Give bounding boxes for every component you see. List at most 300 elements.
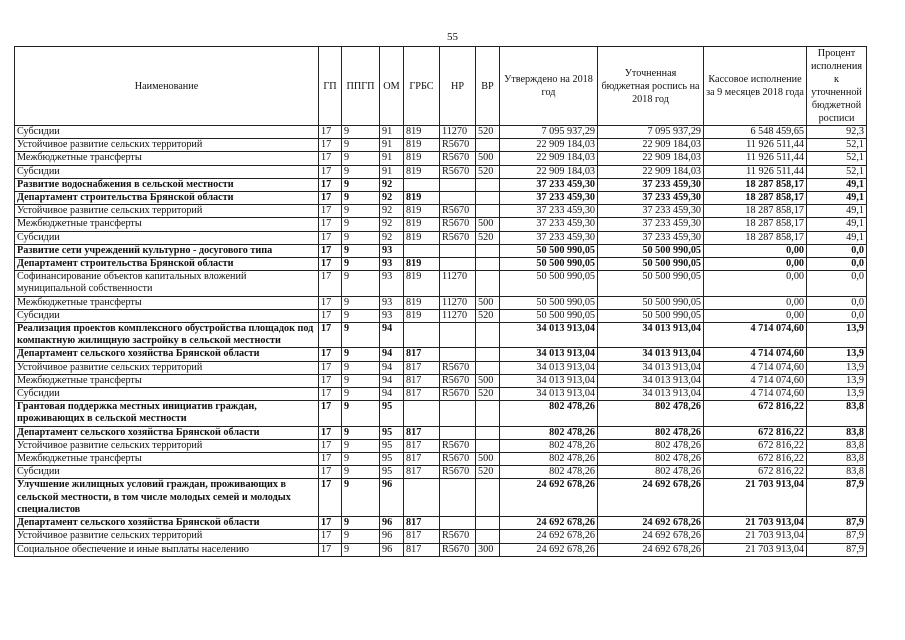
cell-cash: 0,00 <box>704 258 807 271</box>
cell-name: Субсидии <box>15 309 319 322</box>
cell-nr <box>440 401 476 426</box>
table-row <box>15 178 867 191</box>
cell-name: Межбюджетные трансферты <box>15 296 319 309</box>
table-row <box>15 323 867 348</box>
cell-approved: 24 692 678,26 <box>500 517 598 530</box>
cell-approved: 37 233 459,30 <box>500 218 598 231</box>
cell-ppgp: 9 <box>342 530 380 543</box>
cell-refined: 50 500 990,05 <box>598 296 704 309</box>
cell-om: 93 <box>380 296 404 309</box>
cell-nr <box>440 178 476 191</box>
cell-approved: 34 013 913,04 <box>500 323 598 348</box>
cell-ppgp: 9 <box>342 192 380 205</box>
cell-ppgp: 9 <box>342 309 380 322</box>
cell-name: Устойчивое развитие сельских территорий <box>15 205 319 218</box>
header-refined: Уточненная бюджетная роспись на 2018 год <box>598 47 704 126</box>
cell-om: 96 <box>380 543 404 556</box>
header-cash: Кассовое исполнение за 9 месяцев 2018 года <box>704 47 807 126</box>
cell-name: Софинансирование объектов капитальных вложений муниципальной собственности <box>15 271 319 296</box>
cell-gp: 17 <box>319 401 342 426</box>
cell-om: 91 <box>380 126 404 139</box>
cell-nr: R5670 <box>440 439 476 452</box>
table-row <box>15 139 867 152</box>
cell-refined: 802 478,26 <box>598 466 704 479</box>
cell-cash: 0,00 <box>704 296 807 309</box>
cell-approved: 22 909 184,03 <box>500 152 598 165</box>
table-row <box>15 165 867 178</box>
cell-nr: 11270 <box>440 126 476 139</box>
cell-gp: 17 <box>319 530 342 543</box>
cell-cash: 18 287 858,17 <box>704 231 807 244</box>
cell-percent: 49,1 <box>807 218 867 231</box>
cell-ppgp: 9 <box>342 165 380 178</box>
cell-approved: 7 095 937,29 <box>500 126 598 139</box>
cell-percent: 0,0 <box>807 244 867 257</box>
cell-name: Департамент сельского хозяйства Брянской области <box>15 348 319 361</box>
cell-cash: 672 816,22 <box>704 453 807 466</box>
cell-grbs: 817 <box>404 517 440 530</box>
cell-percent: 83,8 <box>807 453 867 466</box>
cell-approved: 24 692 678,26 <box>500 479 598 517</box>
cell-ppgp: 9 <box>342 517 380 530</box>
cell-om: 93 <box>380 309 404 322</box>
cell-refined: 22 909 184,03 <box>598 165 704 178</box>
cell-vr: 500 <box>476 296 500 309</box>
cell-grbs: 819 <box>404 271 440 296</box>
cell-vr: 500 <box>476 453 500 466</box>
cell-gp: 17 <box>319 244 342 257</box>
cell-om: 95 <box>380 453 404 466</box>
cell-nr: R5670 <box>440 139 476 152</box>
cell-om: 91 <box>380 139 404 152</box>
cell-grbs: 817 <box>404 466 440 479</box>
cell-name: Развитие водоснабжения в сельской местности <box>15 178 319 191</box>
cell-om: 94 <box>380 323 404 348</box>
table-row <box>15 401 867 426</box>
cell-refined: 50 500 990,05 <box>598 309 704 322</box>
cell-grbs: 817 <box>404 530 440 543</box>
cell-gp: 17 <box>319 152 342 165</box>
cell-gp: 17 <box>319 165 342 178</box>
cell-approved: 50 500 990,05 <box>500 244 598 257</box>
cell-ppgp: 9 <box>342 439 380 452</box>
cell-cash: 0,00 <box>704 309 807 322</box>
cell-cash: 11 926 511,44 <box>704 165 807 178</box>
cell-percent: 52,1 <box>807 165 867 178</box>
cell-ppgp: 9 <box>342 152 380 165</box>
cell-grbs: 817 <box>404 453 440 466</box>
cell-percent: 49,1 <box>807 205 867 218</box>
cell-grbs: 817 <box>404 388 440 401</box>
cell-percent: 13,9 <box>807 361 867 374</box>
table-row <box>15 517 867 530</box>
cell-percent: 87,9 <box>807 517 867 530</box>
cell-refined: 34 013 913,04 <box>598 361 704 374</box>
cell-cash: 672 816,22 <box>704 426 807 439</box>
cell-om: 92 <box>380 192 404 205</box>
cell-om: 94 <box>380 374 404 387</box>
cell-nr: R5670 <box>440 361 476 374</box>
cell-refined: 37 233 459,30 <box>598 192 704 205</box>
cell-name: Субсидии <box>15 165 319 178</box>
cell-ppgp: 9 <box>342 453 380 466</box>
cell-vr <box>476 517 500 530</box>
cell-gp: 17 <box>319 192 342 205</box>
cell-vr: 500 <box>476 218 500 231</box>
table-header-row <box>15 47 867 126</box>
cell-ppgp: 9 <box>342 271 380 296</box>
cell-refined: 24 692 678,26 <box>598 479 704 517</box>
header-ppgp: ППГП <box>342 47 380 126</box>
cell-vr <box>476 258 500 271</box>
header-nr: НР <box>440 47 476 126</box>
cell-grbs: 817 <box>404 374 440 387</box>
cell-ppgp: 9 <box>342 323 380 348</box>
cell-grbs <box>404 178 440 191</box>
cell-percent: 92,3 <box>807 126 867 139</box>
table-row <box>15 374 867 387</box>
cell-name: Социальное обеспечение и иные выплаты населению <box>15 543 319 556</box>
cell-vr: 520 <box>476 231 500 244</box>
cell-om: 94 <box>380 348 404 361</box>
cell-name: Субсидии <box>15 388 319 401</box>
cell-refined: 37 233 459,30 <box>598 218 704 231</box>
cell-om: 92 <box>380 205 404 218</box>
cell-cash: 18 287 858,17 <box>704 192 807 205</box>
cell-refined: 24 692 678,26 <box>598 530 704 543</box>
cell-grbs <box>404 401 440 426</box>
cell-nr: R5670 <box>440 152 476 165</box>
cell-refined: 50 500 990,05 <box>598 258 704 271</box>
cell-nr <box>440 348 476 361</box>
cell-cash: 672 816,22 <box>704 466 807 479</box>
cell-grbs: 819 <box>404 218 440 231</box>
cell-percent: 83,8 <box>807 426 867 439</box>
cell-refined: 802 478,26 <box>598 453 704 466</box>
cell-grbs: 817 <box>404 543 440 556</box>
cell-refined: 50 500 990,05 <box>598 271 704 296</box>
cell-refined: 34 013 913,04 <box>598 388 704 401</box>
cell-gp: 17 <box>319 426 342 439</box>
cell-refined: 802 478,26 <box>598 439 704 452</box>
cell-approved: 37 233 459,30 <box>500 178 598 191</box>
cell-cash: 21 703 913,04 <box>704 543 807 556</box>
cell-approved: 37 233 459,30 <box>500 231 598 244</box>
table-row <box>15 271 867 296</box>
cell-nr <box>440 323 476 348</box>
cell-name: Департамент строительства Брянской области <box>15 192 319 205</box>
cell-grbs: 819 <box>404 152 440 165</box>
cell-nr <box>440 517 476 530</box>
cell-ppgp: 9 <box>342 178 380 191</box>
cell-refined: 34 013 913,04 <box>598 348 704 361</box>
table-row <box>15 152 867 165</box>
cell-cash: 4 714 074,60 <box>704 388 807 401</box>
cell-ppgp: 9 <box>342 139 380 152</box>
cell-approved: 22 909 184,03 <box>500 139 598 152</box>
cell-percent: 0,0 <box>807 271 867 296</box>
cell-cash: 18 287 858,17 <box>704 218 807 231</box>
cell-ppgp: 9 <box>342 258 380 271</box>
table-row <box>15 244 867 257</box>
cell-ppgp: 9 <box>342 479 380 517</box>
table-row <box>15 296 867 309</box>
cell-name: Улучшение жилищных условий граждан, проживающих в сельской местности, в том числе молодых семей и молодых специалистов <box>15 479 319 517</box>
cell-name: Департамент сельского хозяйства Брянской области <box>15 426 319 439</box>
cell-vr <box>476 139 500 152</box>
cell-refined: 37 233 459,30 <box>598 178 704 191</box>
cell-nr: 11270 <box>440 296 476 309</box>
cell-nr: 11270 <box>440 271 476 296</box>
cell-vr <box>476 348 500 361</box>
table-body <box>15 126 867 557</box>
cell-name: Устойчивое развитие сельских территорий <box>15 361 319 374</box>
cell-name: Устойчивое развитие сельских территорий <box>15 139 319 152</box>
cell-cash: 21 703 913,04 <box>704 517 807 530</box>
cell-cash: 672 816,22 <box>704 401 807 426</box>
cell-om: 94 <box>380 361 404 374</box>
cell-cash: 21 703 913,04 <box>704 530 807 543</box>
cell-om: 92 <box>380 231 404 244</box>
cell-gp: 17 <box>319 374 342 387</box>
cell-vr <box>476 271 500 296</box>
cell-vr <box>476 401 500 426</box>
cell-ppgp: 9 <box>342 361 380 374</box>
cell-ppgp: 9 <box>342 205 380 218</box>
cell-percent: 0,0 <box>807 258 867 271</box>
cell-gp: 17 <box>319 543 342 556</box>
cell-gp: 17 <box>319 205 342 218</box>
cell-cash: 4 714 074,60 <box>704 348 807 361</box>
cell-name: Межбюджетные трансферты <box>15 152 319 165</box>
cell-nr: R5670 <box>440 530 476 543</box>
cell-gp: 17 <box>319 466 342 479</box>
cell-refined: 37 233 459,30 <box>598 231 704 244</box>
cell-name: Субсидии <box>15 126 319 139</box>
cell-vr <box>476 530 500 543</box>
cell-approved: 802 478,26 <box>500 453 598 466</box>
cell-gp: 17 <box>319 296 342 309</box>
cell-gp: 17 <box>319 258 342 271</box>
cell-approved: 34 013 913,04 <box>500 348 598 361</box>
cell-ppgp: 9 <box>342 231 380 244</box>
cell-grbs: 817 <box>404 361 440 374</box>
cell-gp: 17 <box>319 178 342 191</box>
cell-approved: 34 013 913,04 <box>500 374 598 387</box>
cell-refined: 22 909 184,03 <box>598 152 704 165</box>
cell-approved: 50 500 990,05 <box>500 309 598 322</box>
cell-percent: 0,0 <box>807 309 867 322</box>
cell-grbs <box>404 479 440 517</box>
cell-approved: 37 233 459,30 <box>500 205 598 218</box>
cell-nr: R5670 <box>440 231 476 244</box>
cell-grbs: 819 <box>404 139 440 152</box>
table-row <box>15 439 867 452</box>
cell-name: Субсидии <box>15 231 319 244</box>
cell-gp: 17 <box>319 388 342 401</box>
cell-name: Грантовая поддержка местных инициатив граждан, проживающих в сельской местности <box>15 401 319 426</box>
cell-gp: 17 <box>319 479 342 517</box>
cell-gp: 17 <box>319 348 342 361</box>
cell-nr: R5670 <box>440 165 476 178</box>
cell-ppgp: 9 <box>342 388 380 401</box>
cell-approved: 802 478,26 <box>500 401 598 426</box>
cell-grbs: 819 <box>404 309 440 322</box>
table-row <box>15 205 867 218</box>
cell-om: 96 <box>380 479 404 517</box>
cell-ppgp: 9 <box>342 126 380 139</box>
cell-percent: 83,8 <box>807 401 867 426</box>
cell-vr: 520 <box>476 309 500 322</box>
table-row <box>15 426 867 439</box>
cell-vr <box>476 244 500 257</box>
cell-vr <box>476 205 500 218</box>
cell-vr <box>476 178 500 191</box>
cell-nr <box>440 479 476 517</box>
cell-grbs: 819 <box>404 205 440 218</box>
cell-om: 96 <box>380 530 404 543</box>
table-row <box>15 388 867 401</box>
table-row <box>15 192 867 205</box>
cell-gp: 17 <box>319 439 342 452</box>
cell-name: Межбюджетные трансферты <box>15 218 319 231</box>
cell-grbs: 819 <box>404 165 440 178</box>
cell-cash: 672 816,22 <box>704 439 807 452</box>
cell-grbs <box>404 244 440 257</box>
cell-vr: 520 <box>476 165 500 178</box>
cell-gp: 17 <box>319 218 342 231</box>
cell-nr: R5670 <box>440 453 476 466</box>
cell-refined: 34 013 913,04 <box>598 374 704 387</box>
cell-om: 95 <box>380 439 404 452</box>
cell-approved: 802 478,26 <box>500 439 598 452</box>
cell-cash: 4 714 074,60 <box>704 374 807 387</box>
cell-approved: 37 233 459,30 <box>500 192 598 205</box>
cell-percent: 13,9 <box>807 388 867 401</box>
header-om: ОМ <box>380 47 404 126</box>
cell-percent: 87,9 <box>807 479 867 517</box>
cell-name: Межбюджетные трансферты <box>15 374 319 387</box>
cell-om: 93 <box>380 271 404 296</box>
cell-percent: 83,8 <box>807 466 867 479</box>
table-row <box>15 530 867 543</box>
cell-approved: 50 500 990,05 <box>500 258 598 271</box>
cell-vr <box>476 479 500 517</box>
table-row <box>15 309 867 322</box>
cell-vr <box>476 192 500 205</box>
cell-percent: 0,0 <box>807 296 867 309</box>
cell-name: Устойчивое развитие сельских территорий <box>15 439 319 452</box>
cell-approved: 50 500 990,05 <box>500 271 598 296</box>
cell-om: 95 <box>380 466 404 479</box>
cell-approved: 24 692 678,26 <box>500 543 598 556</box>
cell-grbs: 817 <box>404 439 440 452</box>
cell-vr: 500 <box>476 152 500 165</box>
cell-gp: 17 <box>319 453 342 466</box>
table-row <box>15 543 867 556</box>
cell-percent: 13,9 <box>807 323 867 348</box>
header-approved: Утверждено на 2018 год <box>500 47 598 126</box>
cell-om: 95 <box>380 426 404 439</box>
cell-refined: 50 500 990,05 <box>598 244 704 257</box>
cell-refined: 34 013 913,04 <box>598 323 704 348</box>
cell-ppgp: 9 <box>342 426 380 439</box>
cell-approved: 22 909 184,03 <box>500 165 598 178</box>
cell-vr: 500 <box>476 374 500 387</box>
cell-approved: 24 692 678,26 <box>500 530 598 543</box>
table-row <box>15 218 867 231</box>
cell-nr: R5670 <box>440 218 476 231</box>
cell-nr: R5670 <box>440 543 476 556</box>
cell-percent: 49,1 <box>807 192 867 205</box>
cell-name: Развитие сети учреждений культурно - досугового типа <box>15 244 319 257</box>
cell-cash: 11 926 511,44 <box>704 139 807 152</box>
cell-gp: 17 <box>319 323 342 348</box>
cell-percent: 49,1 <box>807 178 867 191</box>
cell-percent: 52,1 <box>807 152 867 165</box>
cell-vr <box>476 323 500 348</box>
header-vr: ВР <box>476 47 500 126</box>
cell-nr: R5670 <box>440 388 476 401</box>
table-row <box>15 348 867 361</box>
cell-ppgp: 9 <box>342 401 380 426</box>
table-row <box>15 479 867 517</box>
cell-cash: 0,00 <box>704 271 807 296</box>
cell-ppgp: 9 <box>342 296 380 309</box>
header-gp: ГП <box>319 47 342 126</box>
cell-gp: 17 <box>319 231 342 244</box>
cell-nr: R5670 <box>440 374 476 387</box>
cell-ppgp: 9 <box>342 543 380 556</box>
cell-name: Субсидии <box>15 466 319 479</box>
cell-om: 92 <box>380 178 404 191</box>
cell-refined: 22 909 184,03 <box>598 139 704 152</box>
cell-name: Департамент строительства Брянской области <box>15 258 319 271</box>
cell-percent: 49,1 <box>807 231 867 244</box>
cell-grbs: 817 <box>404 426 440 439</box>
cell-ppgp: 9 <box>342 374 380 387</box>
cell-grbs: 817 <box>404 348 440 361</box>
table-row <box>15 453 867 466</box>
cell-name: Межбюджетные трансферты <box>15 453 319 466</box>
cell-approved: 802 478,26 <box>500 466 598 479</box>
cell-gp: 17 <box>319 517 342 530</box>
header-grbs: ГРБС <box>404 47 440 126</box>
cell-nr: R5670 <box>440 205 476 218</box>
cell-refined: 37 233 459,30 <box>598 205 704 218</box>
cell-om: 91 <box>380 165 404 178</box>
table-row <box>15 126 867 139</box>
cell-nr: 11270 <box>440 309 476 322</box>
cell-ppgp: 9 <box>342 348 380 361</box>
cell-approved: 50 500 990,05 <box>500 296 598 309</box>
header-percent: Процент исполнения к уточненной бюджетной росписи <box>807 47 867 126</box>
cell-vr <box>476 439 500 452</box>
cell-gp: 17 <box>319 139 342 152</box>
cell-nr: R5670 <box>440 466 476 479</box>
cell-refined: 24 692 678,26 <box>598 543 704 556</box>
cell-om: 91 <box>380 152 404 165</box>
cell-percent: 87,9 <box>807 543 867 556</box>
cell-cash: 18 287 858,17 <box>704 205 807 218</box>
cell-ppgp: 9 <box>342 244 380 257</box>
cell-om: 92 <box>380 218 404 231</box>
cell-refined: 24 692 678,26 <box>598 517 704 530</box>
table-row <box>15 231 867 244</box>
cell-om: 96 <box>380 517 404 530</box>
page-number: 55 <box>447 31 458 43</box>
cell-gp: 17 <box>319 309 342 322</box>
